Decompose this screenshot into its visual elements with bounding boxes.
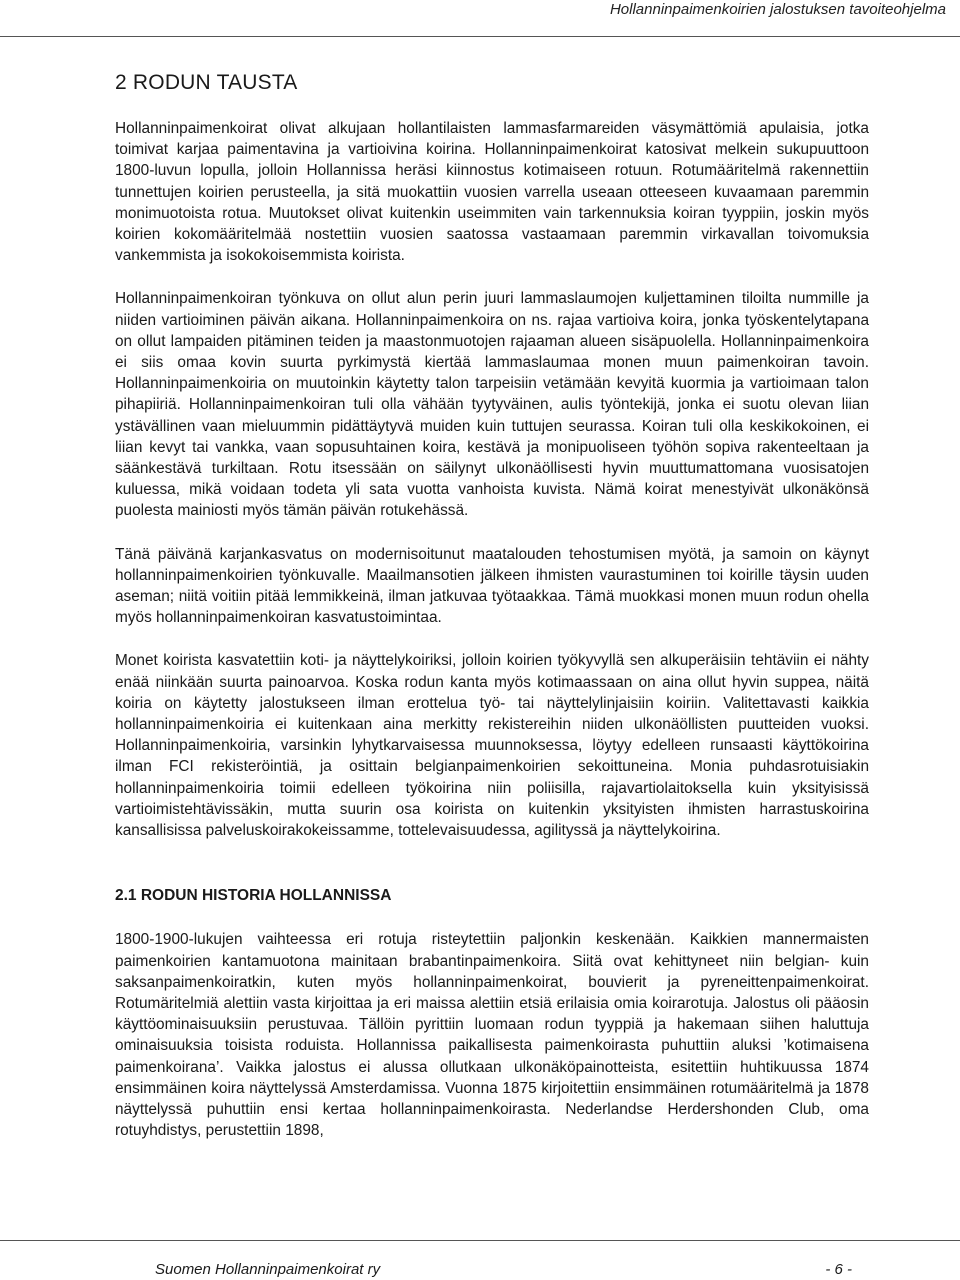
body-paragraph: Hollanninpaimenkoirat olivat alkujaan hollantilaisten lammasfarmareiden väsymättömiä apulaisia, jotka toimivat karjaa paimentavina ja vartioivina koirina. Hollanninpaimenkoirat katosivat melkein sukupuuttoon 1800-luvun lopulla, jolloin Hollannissa heräsi kiinnostus kotimaiseen rotuun. Rotumääritelmä rakennettiin tunnettujen koirien perusteella, ja sitä muokattiin vuosien varrella useaan otteeseen kuvaamaan paremmin monimuotoista rotua. Muutokset olivat kuitenkin useimmiten vain tarkennuksia koiran tyyppiin, joskin myös koirien kokomääritelmää nostettiin vuosien saatossa vastaamaan paremmin virkavallan toivomuksia vankemmista ja isokokoisemmista koirista.	[115, 120, 869, 265]
body-paragraph: 1800-1900-lukujen vaihteessa eri rotuja risteytettiin paljonkin keskenään. Kaikkien mannermaisten paimenkoirien kantamuotona mainitaan brabantinpaimenkoira. Siitä ovat kehittyneet niin belgian- kuin saksanpaimenkoiratkin, kuten myös hollanninpaimenkoirat, bouvierit ja pyreneittenpaimenkoirat. Rotumäritelmiä alettiin vasta kirjoittaa ja eri maissa alettiin etsiä erilaisia omia koirarotuja. Jalostus oli pääosin käyttöominaisuuksiin perustuvaa. Tällöin pyrittiin luomaan rodun tyyppiä ja hakemaan siihen haluttuja ominaisuuksia toisista roduista. Hollannissa paikallisesta paimenkoirasta puhuttiin aluksi ’kotimaisena paimenkoirana’. Vaikka jalostus ei alussa ollutkaan ulkonäköpainotteista, esitettiin huhtikuussa 1874 ensimmäinen koira näyttelyssä Amsterdamissa. Vuonna 1875 kirjoitettiin ensimmäinen rotumääritelmä ja 1878 näyttelyssä puhuttiin ensi kertaa hollanninpaimenkoirasta. Nederlandse Herdershonden Club, oma rotuyhdistys, perustettiin 1898,	[115, 931, 869, 1140]
body-paragraph: Hollanninpaimenkoiran työnkuva on ollut alun perin juuri lammaslaumojen kuljettaminen tiloilta nummille ja niiden vartioiminen päivän aikana. Hollanninpaimenkoira on ns. rajaa vartioiva koira, jonka työskentelytapana on ollut lampaiden pitäminen teiden ja maastonmuotojen rajaaman alueen sisäpuolella. Hollanninpaimenkoira ei siis omaa kovin suurta pyrkimystä kiertää lammaslaumaa monen muun paimenkoiran tavoin. Hollanninpaimenkoiria on muutoinkin käytetty talon tarpeisiin vetämään kevyitä kuormia ja vartioimaan talon pihapiiriä. Hollanninpaimenkoiran tuli olla vähään tyytyväinen, aulis työntekijä, jonka ei suotu olevan liian ystävällinen vaan mieluummin pidättäytyvä muiden kuin tuttujen seurassa. Koiran tuli olla keskikokoinen, ei liian kevyt tai vankka, vaan sopusuhtainen koira, kestävä ja monipuoliseen työhön sopiva rakenteeltaan ja säänkestävä turkiltaan. Rotu itsessään on säilynyt ulkonäöllisesti hyvin muuttumattomana vuosisatojen kuluessa, mikä voidaan todeta yli sata vuotta vanhoista kuvista. Nämä koirat menestyivät ulkonäkönsä puolesta mainiosti myös tämän päivän rotukehässä.	[115, 290, 869, 520]
footer-organization: Suomen Hollanninpaimenkoirat ry	[155, 1261, 381, 1278]
page-number: - 6 -	[825, 1261, 852, 1278]
body-paragraph: Monet koirista kasvatettiin koti- ja näyttelykoiriksi, jolloin koirien työkyvyllä sen alkuperäisiin tehtäviin ei nähty enää niinkään suurta painoarvoa. Koska rodun kanta myös kotimaassaan on aina ollut hyvin suppea, näitä koiria on käytetty jalostukseen ilman erottelua työ- tai näyttelylinjaisiin koiriin. Valitettavasti kaikkia hollanninpaimenkoiria ei kuitenkaan aina merkitty rekistereihin niiden ulkonäöllisten puutteiden vuoksi. Hollanninpaimenkoiria, varsinkin lyhytkarvaisessa muunnoksessa, löytyy edelleen runsaasti käyttökoirina ilman FCI rekisteröintiä, ja osittain belgianpaimenkoirien sekoittuneina. Monia puhdasrotuisiakin hollanninpaimenkoiria toimii edelleen työkoirina niin poliisilla, rajavartiolaitoksella kuin yksityisissä vartioimistehtävissäkin, mutta suurin osa koirista on kuitenkin yksityisten ihmisten harrastuskoirina kansallisissa palveluskoirakokeissamme, tottelevaisuudessa, agilityssä ja näyttelykoirina.	[115, 652, 869, 840]
body-paragraph: Tänä päivänä karjankasvatus on modernisoitunut maatalouden tehostumisen myötä, ja samoin on käynyt hollanninpaimenkoirien työnkuvalle. Maailmansotien jälkeen ihmisten vaurastuminen toi koirille täysin uuden aseman; niitä voitiin pitää lemmikkeinä, ilman jatkuvaa työtaakkaa. Tämä muokkasi monen muun rodun ohella myös hollanninpaimenkoiran kasvatustoimintaa.	[115, 545, 869, 627]
subsection-heading: 2.1 RODUN HISTORIA HOLLANNISSA	[115, 887, 392, 905]
running-footer	[0, 1240, 960, 1280]
section-heading: 2 RODUN TAUSTA	[115, 71, 298, 94]
document-title: Hollanninpaimenkoirien jalostuksen tavoiteohjelma	[609, 1, 946, 18]
page-content	[115, 68, 869, 1163]
running-header	[0, 0, 960, 37]
